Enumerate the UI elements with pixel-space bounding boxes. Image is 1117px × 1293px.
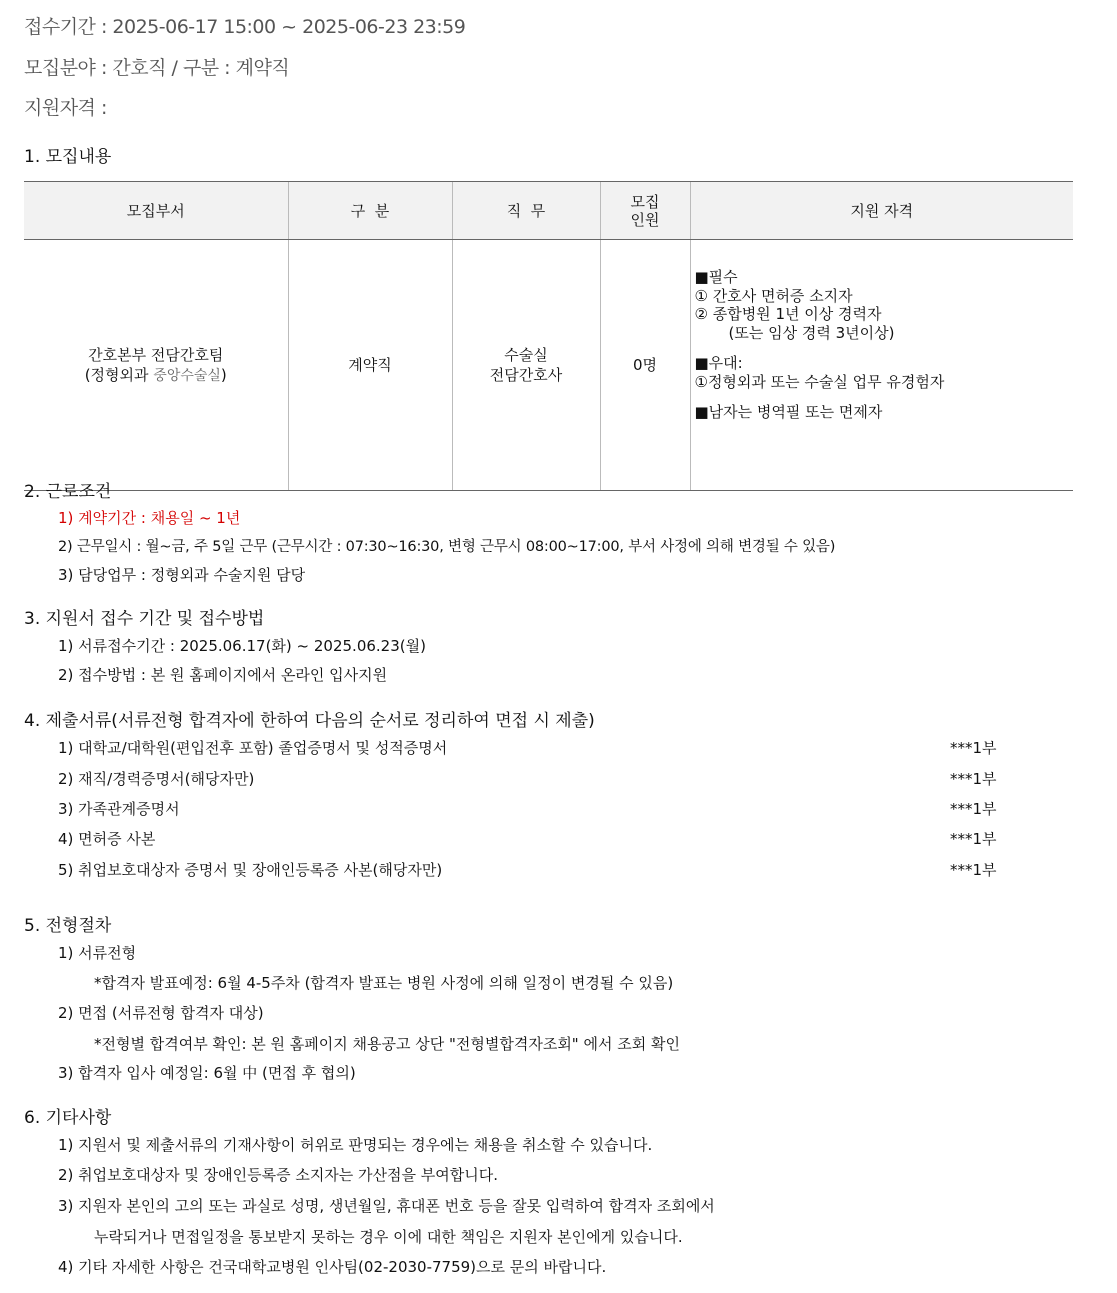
qual-required: ■필수 [694, 268, 738, 286]
table-row [24, 240, 1073, 491]
dept-line2 [25, 365, 287, 386]
doc-item-2: 2) 재직/경력증명서(해당자만) [58, 770, 255, 788]
section-4-title: 4. 제출서류(서류전형 합격자에 한하여 다음의 순서로 정리하여 면접 시 제출) [24, 711, 595, 731]
screening-interview: 2) 면접 (서류전형 합격자 대상) [58, 1004, 264, 1022]
screening-interview-note: *전형별 합격여부 확인: 본 원 홈페이지 채용공고 상단 "전형별합격자조회" 에서 조회 확인 [94, 1035, 680, 1053]
duty-line1: 수술실 [504, 346, 548, 364]
doc-item-3: 3) 가족관계증명서 [58, 800, 180, 818]
section-6-title: 6. 기타사항 [24, 1108, 112, 1128]
header-count [600, 182, 690, 240]
header-qual: 지원 자격 [690, 182, 1073, 240]
qual-military: ■남자는 병역필 또는 면제자 [694, 403, 883, 421]
doc-item-1: 1) 대학교/대학원(편입전후 포함) 졸업증명서 및 성적증명서 [58, 739, 448, 757]
misc-2: 2) 취업보호대상자 및 장애인등록증 소지자는 가산점을 부여합니다. [58, 1166, 499, 1184]
doc-qty-4: ***1부 [950, 830, 997, 848]
reception-period: 접수기간 : 2025-06-17 15:00 ~ 2025-06-23 23:59 [24, 16, 466, 38]
cell-duty [452, 240, 600, 491]
cell-type: 계약직 [288, 240, 452, 491]
qual-preferred: ■우대: [694, 354, 743, 372]
qual-required-2: ② 종합병원 1년 이상 경력자 [694, 305, 882, 323]
header-count-line1: 모집 [630, 192, 660, 211]
doc-item-4: 4) 면허증 사본 [58, 830, 156, 848]
doc-qty-1: ***1부 [950, 739, 997, 757]
doc-qty-3: ***1부 [950, 800, 997, 818]
doc-qty-5: ***1부 [950, 861, 997, 879]
doc-item-5: 5) 취업보호대상자 증명서 및 장애인등록증 사본(해당자만) [58, 861, 443, 879]
qual-required-1: ① 간호사 면허증 소지자 [694, 286, 853, 305]
qual-preferred-1: ①정형외과 또는 수술실 업무 유경험자 [694, 372, 945, 391]
recruit-field: 모집분야 : 간호직 / 구분 : 계약직 [24, 57, 290, 79]
dept-line2-a: (정형외과 [84, 365, 154, 384]
duty-line2: 전담간호사 [489, 366, 563, 384]
misc-4: 4) 기타 자세한 사항은 건국대학교병원 인사팀(02-2030-7759)으로 문의 바랍니다. [58, 1258, 607, 1276]
cell-count: 0명 [600, 240, 690, 491]
recruit-table [24, 181, 1073, 491]
misc-3-cont: 누락되거나 면접일정을 통보받지 못하는 경우 이에 대한 책임은 지원자 본인에게 있습니다. [94, 1228, 683, 1246]
cell-qual [690, 240, 1073, 491]
section-3-title: 3. 지원서 접수 기간 및 접수방법 [24, 609, 265, 629]
header-dept: 모집부서 [24, 182, 288, 240]
dept-line1: 간호본부 전담간호팀 [88, 345, 224, 364]
qual-required-2-note: (또는 임상 경력 3년이상) [728, 323, 895, 342]
table-header-row [24, 182, 1073, 240]
start-date: 3) 합격자 입사 예정일: 6월 中 (면접 후 협의) [58, 1064, 356, 1082]
contract-period: 1) 계약기간 : 채용일 ~ 1년 [58, 509, 241, 527]
section-2-title: 2. 근로조건 [24, 482, 112, 502]
application-period: 1) 서류접수기간 : 2025.06.17(화) ~ 2025.06.23(월) [58, 637, 426, 655]
cell-dept [24, 240, 288, 491]
section-5-title: 5. 전형절차 [24, 916, 112, 936]
header-count-line2: 인원 [630, 210, 660, 229]
dept-line2-c: ) [220, 365, 227, 384]
work-hours: 2) 근무일시 : 월~금, 주 5일 근무 (근무시간 : 07:30~16:30, 변형 근무시 08:00~17:00, 부서 사정에 의해 변경될 수 있음) [58, 539, 836, 555]
section-1-title: 1. 모집내용 [24, 147, 112, 167]
qualification-label: 지원자격 : [24, 97, 107, 119]
dept-line2-b: 중앙수술실 [153, 367, 221, 384]
screening-docs: 1) 서류전형 [58, 944, 137, 962]
misc-3: 3) 지원자 본인의 고의 또는 과실로 성명, 생년월일, 휴대폰 번호 등을 잘못 입력하여 합격자 조회에서 [58, 1197, 715, 1215]
header-duty: 직 무 [452, 182, 600, 240]
doc-qty-2: ***1부 [950, 770, 997, 788]
header-type: 구 분 [288, 182, 452, 240]
misc-1: 1) 지원서 및 제출서류의 기재사항이 허위로 판명되는 경우에는 채용을 취소할 수 있습니다. [58, 1136, 653, 1154]
duty-description: 3) 담당업무 : 정형외과 수술지원 담당 [58, 566, 306, 584]
screening-docs-note: *합격자 발표예정: 6월 4-5주차 (합격자 발표는 병원 사정에 의해 일정이 변경될 수 있음) [94, 974, 674, 992]
application-method: 2) 접수방법 : 본 원 홈페이지에서 온라인 입사지원 [58, 666, 388, 684]
